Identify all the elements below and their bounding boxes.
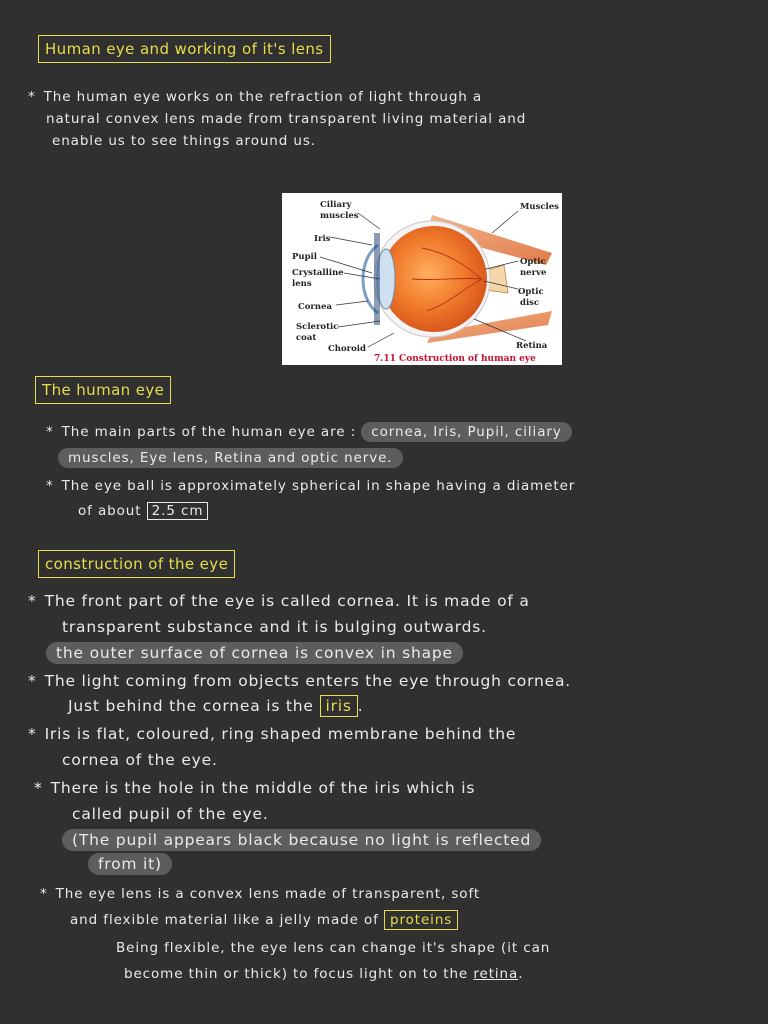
section-heading-human-eye: The human eye	[35, 376, 171, 404]
construction-p2-line-1	[28, 672, 571, 690]
label-coat: coat	[296, 333, 317, 343]
construction-p4-line-1	[34, 779, 475, 797]
parts-intro-text: The main parts of the human eye are :	[61, 424, 357, 440]
construction-p3-line-1	[28, 725, 516, 743]
label-ciliary: Ciliary	[320, 200, 352, 210]
end-period: .	[518, 966, 524, 982]
eyeball-shape-text: The eye ball is approximately spherical in shape having a diameter	[61, 478, 576, 494]
bullet-star: *	[40, 886, 48, 902]
label-sclerotic: Sclerotic	[296, 322, 339, 332]
eye-diagram	[282, 193, 562, 365]
thin-thick-text: become thin or thick) to focus light on to the	[124, 966, 469, 982]
construction-p4-line-2: called pupil of the eye.	[72, 805, 269, 823]
label-muscles-left: muscles	[320, 211, 359, 221]
label-crystalline: Crystalline	[292, 268, 344, 278]
label-lens: lens	[292, 279, 312, 289]
proteins-term: proteins	[384, 910, 458, 930]
behind-cornea-text: Just behind the cornea is the	[68, 697, 314, 715]
human-eye-bullet-1	[46, 424, 572, 440]
label-choroid: Choroid	[328, 344, 366, 354]
construction-p1-line-1	[28, 592, 530, 610]
pupil-black-highlight-1: (The pupil appears black because no light is reflected	[62, 829, 541, 851]
eyeball-shape	[381, 226, 487, 332]
intro-text-1: The human eye works on the refraction of light through a	[43, 89, 483, 105]
label-iris: Iris	[314, 234, 331, 244]
label-retina: Retina	[516, 341, 548, 351]
eye-diagram-svg	[282, 193, 562, 365]
construction-p5-line-4	[124, 966, 523, 982]
label-pupil: Pupil	[292, 252, 317, 262]
bullet-star: *	[28, 672, 37, 690]
pupil-black-highlight-2: from it)	[88, 853, 172, 875]
construction-p4-line-4	[88, 855, 172, 873]
cornea-convex-highlight: the outer surface of cornea is convex in shape	[46, 642, 463, 664]
bullet-star: *	[28, 592, 37, 610]
construction-p4-line-3	[62, 831, 541, 849]
flexible-material-text: and flexible material like a jelly made of	[70, 912, 379, 928]
label-optic-nerve-2: nerve	[520, 268, 547, 278]
construction-p5-line-1	[40, 886, 480, 902]
label-cornea: Cornea	[298, 302, 333, 312]
construction-p5-line-3: Being flexible, the eye lens can change it's shape (it can	[116, 940, 551, 956]
eye-lens-text: The eye lens is a convex lens made of transparent, soft	[55, 886, 481, 902]
construction-p2-line-2: Just behind the cornea is the iris .	[68, 697, 364, 715]
bullet-star: *	[46, 478, 54, 494]
bullet-star: *	[28, 725, 37, 743]
human-eye-bullet-2-cont	[78, 503, 208, 519]
construction-p3-line-2: cornea of the eye.	[62, 751, 218, 769]
label-optic-disc-1: Optic	[518, 287, 544, 297]
human-eye-bullet-2	[46, 478, 575, 494]
cornea-definition-text: The front part of the eye is called cornea. It is made of a	[44, 592, 530, 610]
iris-definition-text: Iris is flat, coloured, ring shaped membrane behind the	[44, 725, 517, 743]
section-heading-construction: construction of the eye	[38, 550, 235, 578]
diameter-prefix: of about	[78, 503, 142, 519]
label-muscles-right: Muscles	[520, 202, 559, 212]
diameter-value: 2.5 cm	[147, 502, 209, 520]
retina-term: retina	[473, 966, 519, 982]
page-title: Human eye and working of it's lens	[38, 35, 331, 63]
label-optic-nerve-1: Optic	[520, 257, 546, 267]
bullet-star: *	[28, 89, 36, 105]
construction-p1-line-2: transparent substance and it is bulging outwards.	[62, 618, 487, 636]
intro-line-1	[28, 89, 482, 105]
construction-p5-line-2	[70, 912, 458, 928]
intro-line-2: natural convex lens made from transparent living material and	[46, 111, 527, 127]
pupil-hole-text: There is the hole in the middle of the iris which is	[50, 779, 476, 797]
construction-p1-line-3	[46, 644, 463, 662]
light-entry-text: The light coming from objects enters the eye through cornea.	[44, 672, 571, 690]
figure-caption: 7.11 Construction of human eye	[374, 354, 536, 364]
parts-highlight-1: cornea, Iris, Pupil, ciliary	[361, 422, 571, 442]
iris-term: iris	[320, 695, 358, 717]
bullet-star: *	[34, 779, 43, 797]
bullet-star: *	[46, 424, 54, 440]
intro-line-3: enable us to see things around us.	[52, 133, 317, 149]
label-optic-disc-2: disc	[520, 298, 540, 308]
human-eye-bullet-1-cont	[58, 450, 403, 466]
parts-highlight-2: muscles, Eye lens, Retina and optic nerve.	[58, 448, 403, 468]
